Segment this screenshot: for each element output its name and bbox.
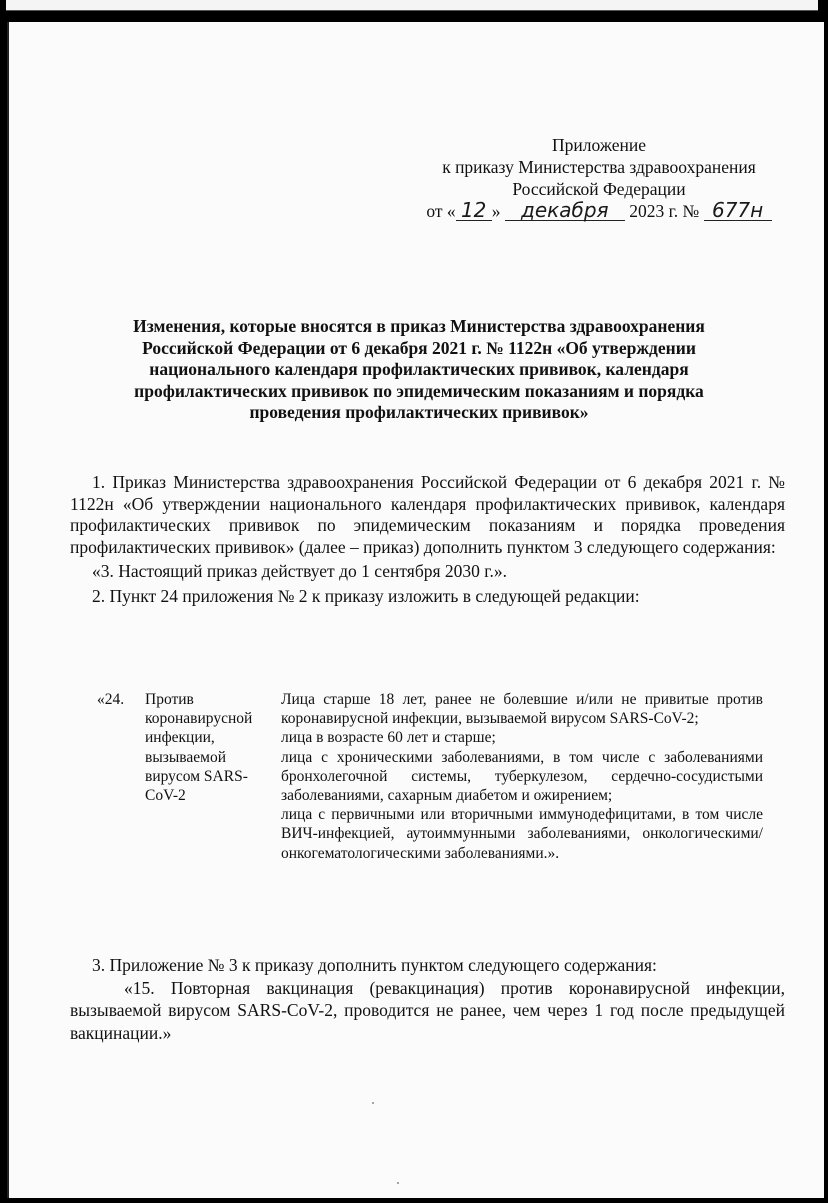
- title-line: Изменения, которые вносятся в приказ Министерства здравоохранения: [133, 316, 705, 336]
- previous-page-edge: [6, 0, 818, 11]
- vaccination-table: [93, 690, 763, 863]
- item-3-paragraph: 3. Приложение № 3 к приказу дополнить пунктом следующего содержания:: [92, 955, 657, 975]
- handwritten-order-number: 677н: [704, 200, 772, 221]
- appendix-line-2: к приказу Министерства здравоохранения: [442, 157, 756, 177]
- year-text: 2023 г. №: [629, 201, 700, 221]
- table-group-item: лица в возрасте 60 лет и старше;: [281, 729, 496, 747]
- handwritten-day: 12: [456, 200, 492, 221]
- item-1-paragraph: 1. Приказ Министерства здравоохранения Российской Федерации от 6 декабря 2021 г. № 1122н «Об утверждении национального календаря профилактических прививок, календаря профилактических прививок по эпидемическим показаниям и порядка проведения профилактических прививок» (далее – приказ) дополнить пунктом 3 следующего содержания:: [70, 472, 785, 557]
- scan-speck: [397, 1182, 399, 1184]
- body-section-1: [70, 472, 785, 607]
- item-2-paragraph: 2. Пункт 24 приложения № 2 к приказу изложить в следующей редакции:: [92, 585, 640, 606]
- body-section-3: [70, 954, 785, 1044]
- scan-speck: [372, 1102, 374, 1104]
- title-line: национального календаря профилактических прививок, календаря: [149, 359, 689, 379]
- table-infection-cell: Против коронавирусной инфекции, вызываемой вирусом SARS-CoV-2: [145, 691, 253, 805]
- document-page: [7, 22, 824, 1198]
- title-line: профилактических прививок по эпидемическим показаниям и порядка: [134, 380, 704, 401]
- table-group-item: лица с первичными или вторичными иммунодефицитами, в том числе ВИЧ-инфекцией, аутоиммунными заболеваниями, онкологическими/онкогематологическими заболеваниями.».: [281, 806, 763, 862]
- item-1-quote: «3. Настоящий приказ действует до 1 сентября 2030 г.».: [92, 561, 507, 581]
- table-groups-cell: [281, 690, 763, 863]
- appendix-line-3: Российской Федерации: [512, 179, 686, 199]
- handwritten-month: декабря: [505, 200, 625, 221]
- date-quote-close: »: [491, 201, 501, 221]
- appendix-header: [409, 134, 789, 222]
- title-line: Российской Федерации от 6 декабря 2021 г. № 1122н «Об утверждении: [142, 337, 696, 358]
- title-line: проведения профилактических прививок»: [249, 402, 589, 422]
- document-title: [79, 316, 759, 424]
- date-prefix: от «: [426, 201, 456, 221]
- table-row-number: «24.: [97, 691, 125, 708]
- table-group-item: Лица старше 18 лет, ранее не болевшие и/или не привитые против коронавирусной инфекции, вызываемой вирусом SARS-CoV-2;: [281, 691, 763, 728]
- appendix-line-1: Приложение: [552, 135, 646, 155]
- table-group-item: лица с хроническими заболеваниями, в том числе с заболеваниями бронхолегочной системы, туберкулезом, сердечно-сосудистыми заболеваниями, сахарным диабетом и ожирением;: [281, 748, 763, 805]
- item-3-quote: «15. Повторная вакцинация (ревакцинация) против коронавирусной инфекции, вызываемой вирусом SARS-CoV-2, проводится не ранее, чем через 1 год после предыдущей вакцинации.»: [70, 977, 785, 1043]
- background-strip: [0, 0, 828, 18]
- appendix-date-line: [409, 200, 789, 222]
